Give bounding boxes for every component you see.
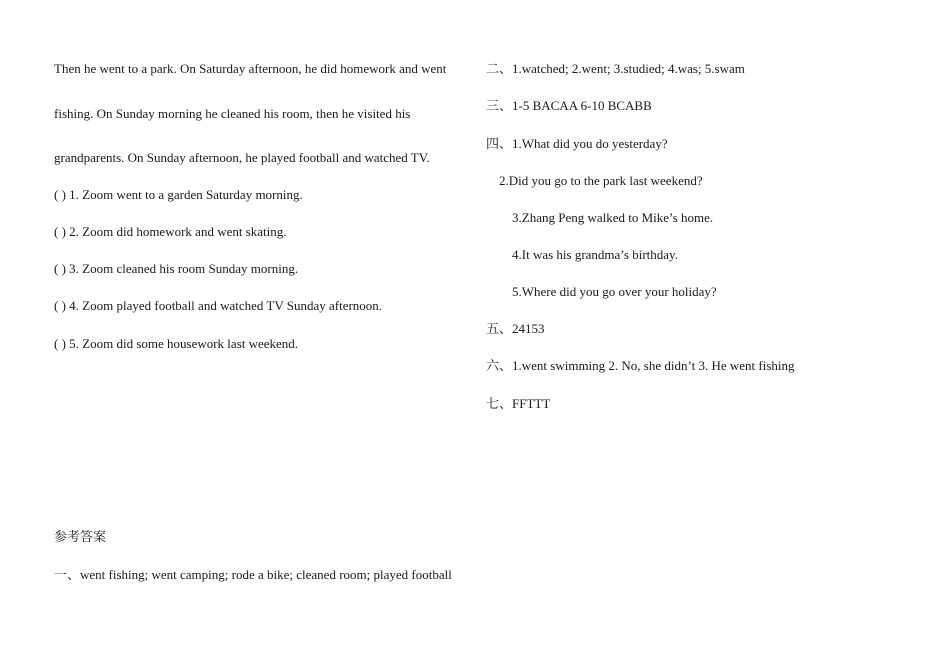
answer-key-heading: 参考答案 [54, 529, 107, 544]
answer-section-7: 七、FFTTT [486, 396, 551, 411]
passage-line-1: Then he went to a park. On Saturday afternoon, he did homework and went [54, 61, 447, 76]
question-5: ( ) 5. Zoom did some housework last weekend. [54, 336, 299, 351]
passage-line-2: fishing. On Sunday morning he cleaned his room, then he visited his [54, 106, 411, 121]
answer-section-5: 五、24153 [486, 321, 545, 336]
question-1: ( ) 1. Zoom went to a garden Saturday morning. [54, 187, 303, 202]
answer-section-4-item-4: 4.It was his grandma’s birthday. [512, 247, 678, 262]
answer-section-4-item-1: 四、1.What did you do yesterday? [486, 136, 668, 151]
answer-section-4-item-3: 3.Zhang Peng walked to Mike’s home. [512, 210, 714, 225]
answer-section-4-item-5: 5.Where did you go over your holiday? [512, 284, 717, 299]
answer-section-6: 六、1.went swimming 2. No, she didn’t 3. He went fishing [486, 358, 795, 373]
passage-line-3: grandparents. On Sunday afternoon, he played football and watched TV. [54, 150, 430, 165]
question-2: ( ) 2. Zoom did homework and went skating. [54, 224, 287, 239]
answer-section-1: 一、went fishing; went camping; rode a bike; cleaned room; played football [54, 567, 452, 582]
question-4: ( ) 4. Zoom played football and watched TV Sunday afternoon. [54, 298, 383, 313]
question-3: ( ) 3. Zoom cleaned his room Sunday morning. [54, 261, 299, 276]
answer-section-3: 三、1-5 BACAA 6-10 BCABB [486, 98, 652, 113]
answer-section-2: 二、1.watched; 2.went; 3.studied; 4.was; 5.swam [486, 61, 745, 76]
answer-section-4-item-2: 2.Did you go to the park last weekend? [499, 173, 703, 188]
